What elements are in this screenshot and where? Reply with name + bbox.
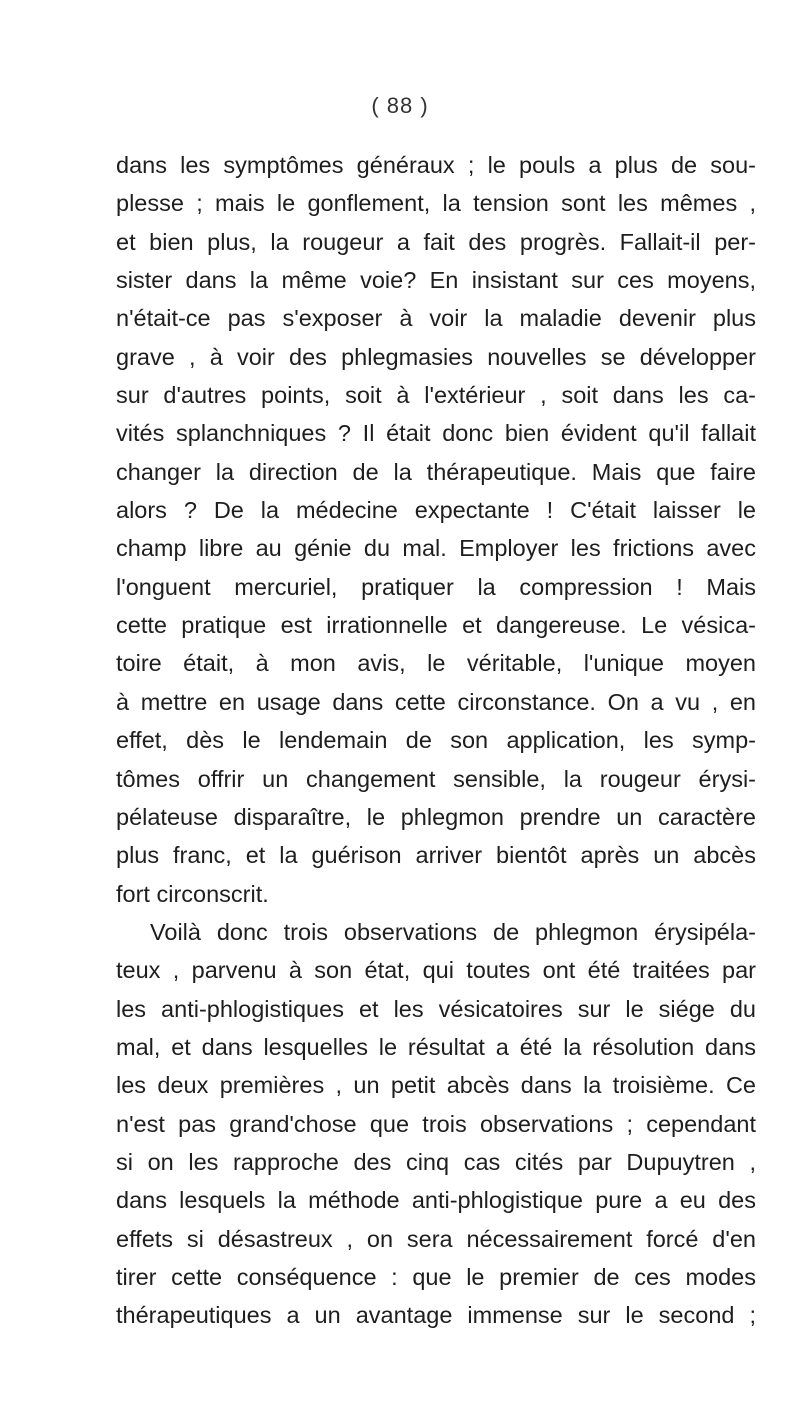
text-line: vités splanchniques ? Il était donc bien évident qu'il fallait — [116, 420, 756, 447]
text-line: tirer cette conséquence : que le premier de ces modes — [116, 1263, 756, 1290]
text-line: thérapeutiques a un avantage immense sur le second ; — [116, 1302, 756, 1329]
text-line: dans lesquels la méthode anti-phlogistique pure a eu des — [116, 1187, 756, 1214]
text-line: plesse ; mais le gonflement, la tension sont les mêmes , — [116, 190, 756, 217]
text-line: pélateuse disparaître, le phlegmon prendre un caractère — [116, 803, 756, 830]
text-line: si on les rapproche des cinq cas cités par Dupuytren , — [116, 1148, 756, 1175]
text-line: sister dans la même voie? En insistant sur ces moyens, — [116, 267, 756, 294]
text-line: effets si désastreux , on sera nécessairement forcé d'en — [116, 1225, 756, 1252]
text-line: sur d'autres points, soit à l'extérieur , soit dans les ca- — [116, 382, 756, 409]
text-line: les deux premières , un petit abcès dans la troisième. Ce — [116, 1072, 756, 1099]
text-line: cette pratique est irrationnelle et dangereuse. Le vésica- — [116, 612, 756, 639]
text-line: alors ? De la médecine expectante ! C'était laisser le — [116, 497, 756, 524]
body-text — [116, 146, 756, 1335]
text-line: n'est pas grand'chose que trois observations ; cependant — [116, 1110, 756, 1137]
text-line: l'onguent mercuriel, pratiquer la compression ! Mais — [116, 573, 756, 600]
text-line: plus franc, et la guérison arriver bientôt après un abcès — [116, 842, 756, 869]
paragraph-end-line: fort circonscrit. — [116, 880, 269, 907]
text-line: n'était-ce pas s'exposer à voir la maladie devenir plus — [116, 305, 756, 332]
text-line: grave , à voir des phlegmasies nouvelles se développer — [116, 343, 756, 370]
text-line: champ libre au génie du mal. Employer les frictions avec — [116, 535, 756, 562]
text-line: effet, dès le lendemain de son application, les symp- — [116, 727, 756, 754]
text-line: toire était, à mon avis, le véritable, l'unique moyen — [116, 650, 756, 677]
text-line: les anti-phlogistiques et les vésicatoires sur le siége du — [116, 995, 756, 1022]
text-line: tômes offrir un changement sensible, la rougeur érysi- — [116, 765, 756, 792]
text-line: changer la direction de la thérapeutique. Mais que faire — [116, 458, 756, 485]
text-line: à mettre en usage dans cette circonstance. On a vu , en — [116, 688, 756, 715]
text-line: dans les symptômes généraux ; le pouls a plus de sou- — [116, 152, 756, 178]
text-line: teux , parvenu à son état, qui toutes ont été traitées par — [116, 957, 756, 984]
page-number: ( 88 ) — [371, 93, 429, 118]
text-line: mal, et dans lesquelles le résultat a été la résolution dans — [116, 1033, 756, 1060]
text-line: et bien plus, la rougeur a fait des progrès. Fallait-il per- — [116, 228, 756, 255]
paragraph-start-line: Voilà donc trois observations de phlegmon érysipéla- — [150, 918, 756, 945]
